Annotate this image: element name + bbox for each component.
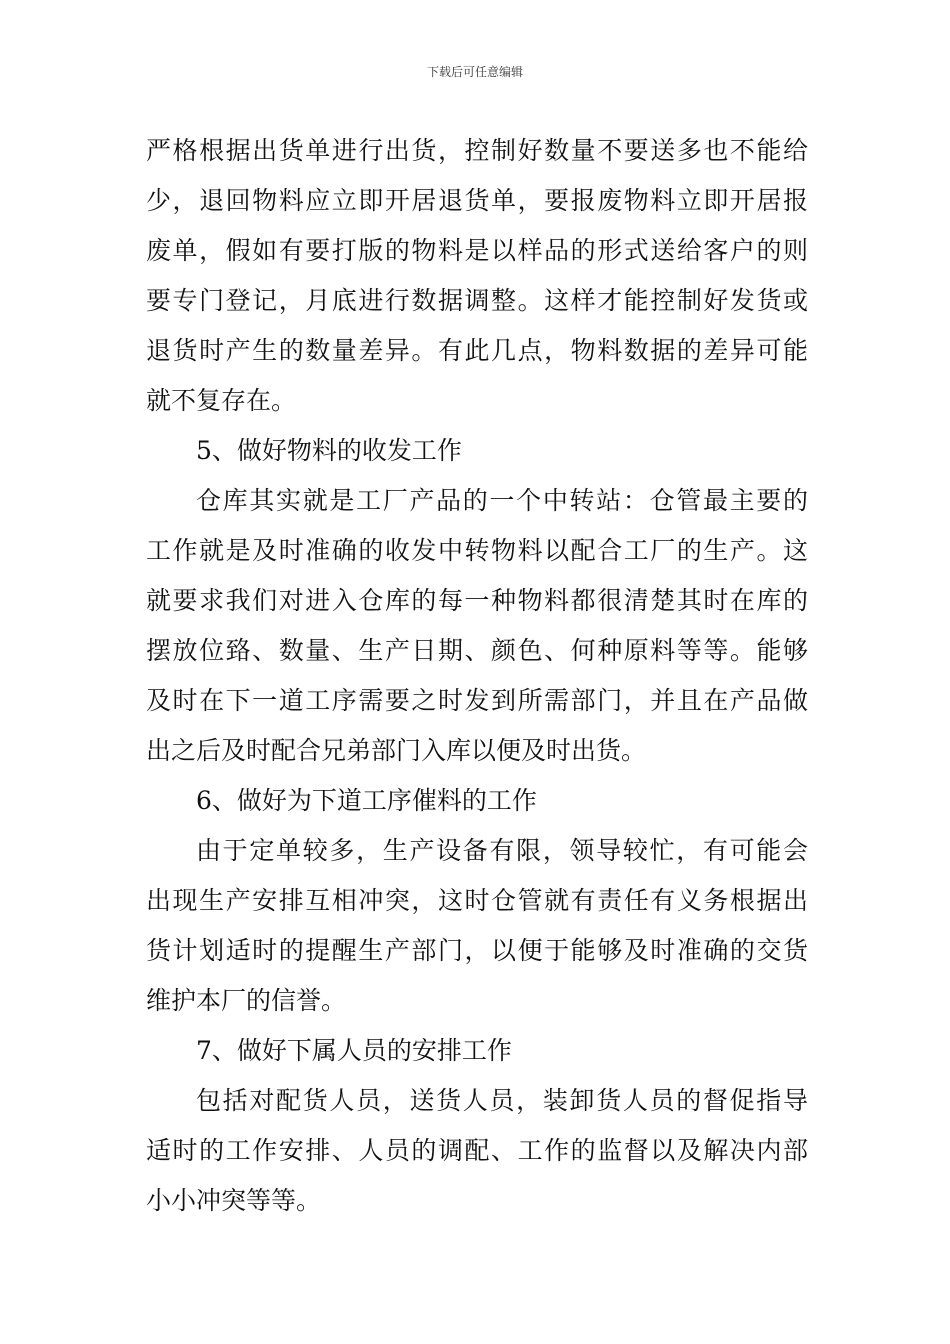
text-line: 维护本厂的信誉。 bbox=[146, 986, 347, 1015]
text-line: 出现生产安排互相冲突，这时仓管就有责任有义务根据出 bbox=[146, 886, 808, 915]
page-header: 下载后可任意编辑 bbox=[426, 65, 523, 79]
heading-text: 6、做好为下道工序催料的工作 bbox=[196, 786, 537, 815]
text-line: 要专门登记，月底进行数据调整。这样才能控制好发货或 bbox=[146, 286, 808, 315]
heading-text: 5、做好物料的收发工作 bbox=[196, 436, 462, 465]
section-heading bbox=[146, 776, 808, 826]
section-heading bbox=[146, 1026, 808, 1076]
paragraph bbox=[146, 826, 808, 1026]
text-line: 包括对配货人员，送货人员，装卸货人员的督促指导 bbox=[196, 1086, 808, 1115]
text-line: 摆放位臵、数量、生产日期、颜色、何种原料等等。能够 bbox=[146, 636, 808, 665]
document-body bbox=[146, 126, 808, 1226]
text-line: 小小冲突等等。 bbox=[146, 1186, 322, 1215]
text-line: 少，退回物料应立即开居退货单，要报废物料立即开居报 bbox=[146, 186, 808, 215]
text-line: 废单，假如有要打版的物料是以样品的形式送给客户的则 bbox=[146, 236, 808, 265]
text-line: 退货时产生的数量差异。有此几点，物料数据的差异可能 bbox=[146, 336, 808, 365]
paragraph bbox=[146, 1076, 808, 1226]
heading-text: 7、做好下属人员的安排工作 bbox=[196, 1036, 512, 1065]
text-line: 及时在下一道工序需要之时发到所需部门，并且在产品做 bbox=[146, 686, 808, 715]
text-line: 就不复存在。 bbox=[146, 386, 297, 415]
text-line: 严格根据出货单进行出货，控制好数量不要送多也不能给 bbox=[146, 136, 808, 165]
text-line: 工作就是及时准确的收发中转物料以配合工厂的生产。这 bbox=[146, 536, 808, 565]
paragraph bbox=[146, 126, 808, 426]
section-heading bbox=[146, 426, 808, 476]
text-line: 货计划适时的提醒生产部门，以便于能够及时准确的交货 bbox=[146, 936, 808, 965]
text-line: 仓库其实就是工厂产品的一个中转站：仓管最主要的 bbox=[196, 486, 808, 515]
text-line: 就要求我们对进入仓库的每一种物料都很清楚其时在库的 bbox=[146, 586, 808, 615]
paragraph bbox=[146, 476, 808, 776]
text-line: 适时的工作安排、人员的调配、工作的监督以及解决内部 bbox=[146, 1136, 808, 1165]
text-line: 出之后及时配合兄弟部门入库以便及时出货。 bbox=[146, 736, 647, 765]
text-line: 由于定单较多，生产设备有限，领导较忙，有可能会 bbox=[196, 836, 808, 865]
